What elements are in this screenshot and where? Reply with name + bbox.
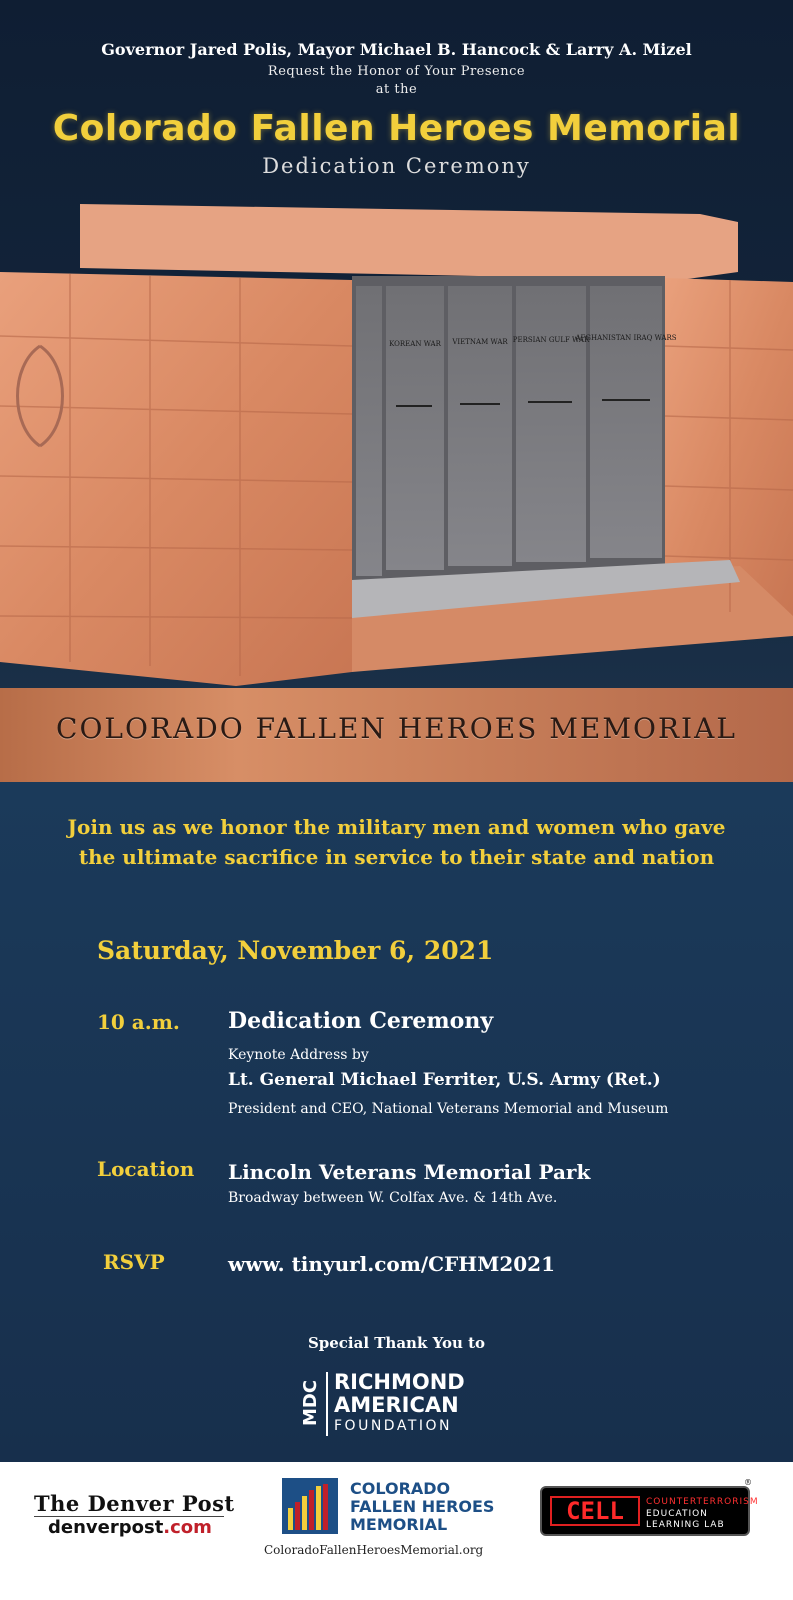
panel-label: VIETNAM WAR xyxy=(452,338,508,346)
message-line: Join us as we honor the military men and women who gave xyxy=(67,815,726,839)
richmond-american-logo xyxy=(300,1368,500,1440)
invitation-message xyxy=(0,812,793,872)
speaker-title: President and CEO, National Veterans Memorial and Museum xyxy=(228,1101,669,1117)
rsvp-link[interactable]: www. tinyurl.com/CFHM2021 xyxy=(228,1252,556,1276)
rsvp-label: RSVP xyxy=(103,1250,165,1274)
request-line: Request the Honor of Your Presence xyxy=(267,64,526,79)
cfhm-line: COLORADO xyxy=(350,1479,451,1498)
panel-label: AFGHANISTAN IRAQ WARS xyxy=(575,334,677,342)
panel-label: KOREAN WAR xyxy=(389,340,441,348)
cell-line: COUNTERTERRORISM xyxy=(646,1497,759,1507)
sponsor-line: AMERICAN xyxy=(334,1393,459,1417)
denver-post-url-tld: .com xyxy=(163,1517,212,1538)
cfhm-website-link[interactable]: ColoradoFallenHeroesMemorial.org xyxy=(264,1543,484,1557)
page-subtitle: Dedication Ceremony xyxy=(262,154,531,178)
sponsor-line: RICHMOND xyxy=(334,1370,465,1394)
time-label: 10 a.m. xyxy=(97,1010,180,1034)
memorial-cap xyxy=(80,204,738,280)
memorial-name-banner xyxy=(0,688,793,782)
keynote-speaker: Lt. General Michael Ferriter, U.S. Army (Ret.) xyxy=(228,1070,661,1090)
sponsor-line: FOUNDATION xyxy=(334,1418,452,1434)
message-line: the ultimate sacrifice in service to their state and nation xyxy=(78,845,715,869)
denver-post-logo: The Denver Post xyxy=(34,1491,235,1516)
event-date: Saturday, November 6, 2021 xyxy=(97,936,494,965)
cell-line: EDUCATION xyxy=(646,1509,708,1519)
cfhm-line: FALLEN HEROES xyxy=(350,1497,495,1516)
cell-line: LEARNING LAB xyxy=(646,1520,725,1530)
cfhm-line: MEMORIAL xyxy=(350,1515,448,1534)
denver-post-url[interactable] xyxy=(48,1517,212,1538)
banner-text: COLORADO FALLEN HEROES MEMORIAL xyxy=(56,712,737,745)
page-title: Colorado Fallen Heroes Memorial xyxy=(52,108,741,149)
keynote-intro: Keynote Address by xyxy=(228,1047,369,1063)
logo-divider xyxy=(326,1372,328,1436)
denver-post-url-main: denverpost xyxy=(48,1517,164,1538)
panel-label: PERSIAN GULF WAR xyxy=(512,336,590,344)
cell-logo xyxy=(540,1486,759,1536)
location-label: Location xyxy=(97,1157,195,1181)
cfhm-flag-icon xyxy=(282,1478,338,1534)
memorial-granite-panels xyxy=(356,286,662,576)
registered-mark: ® xyxy=(744,1478,752,1487)
hosts-line: Governor Jared Polis, Mayor Michael B. Hancock & Larry A. Mizel xyxy=(101,40,692,59)
details-background xyxy=(0,782,793,1462)
event-name: Dedication Ceremony xyxy=(228,1008,494,1034)
location-name: Lincoln Veterans Memorial Park xyxy=(228,1160,591,1184)
location-address: Broadway between W. Colfax Ave. & 14th Ave. xyxy=(228,1190,558,1206)
mdc-monogram: MDC xyxy=(300,1379,321,1427)
at-the-line: at the xyxy=(375,82,418,97)
cell-code: CELL xyxy=(550,1496,640,1526)
memorial-illustration xyxy=(0,196,793,686)
cfhm-logo-text xyxy=(350,1480,494,1534)
thank-you-line: Special Thank You to xyxy=(307,1334,486,1352)
